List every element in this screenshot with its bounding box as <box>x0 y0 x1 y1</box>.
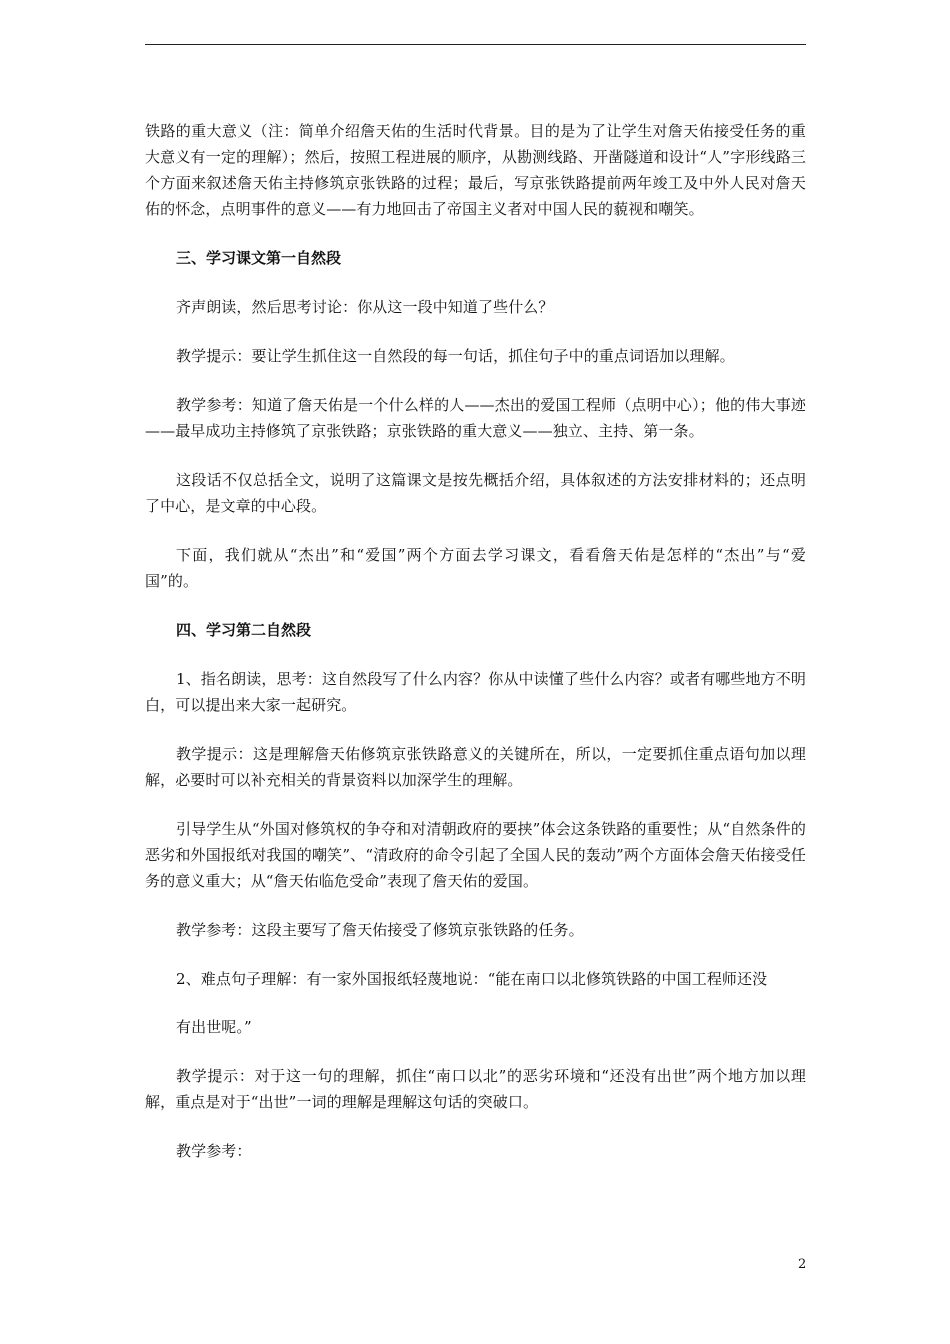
paragraph-teaching-tip-3: 教学提示：对于这一句的理解，抓住“南口以北”的恶劣环境和“还没有出世”两个地方加以理解，重点是对于“出世”一词的理解是理解这句话的突破口。 <box>145 1067 806 1111</box>
paragraph-transition: 下面，我们就从“杰出”和“爱国”两个方面去学习课文，看看詹天佑是怎样的“杰出”与“爱国”的。 <box>145 546 806 590</box>
paragraph-guidance: 引导学生从“外国对修筑权的争夺和对清朝政府的要挟”体会这条铁路的重要性；从“自然条件的恶劣和外国报纸对我国的嘲笑”、“清政府的命令引起了全国人民的轰动”两个方面体会詹天佑接受任务的意义重大；从“詹天佑临危受命”表现了詹天佑的爱国。 <box>145 820 806 890</box>
paragraph-teaching-tip-2: 教学提示：这是理解詹天佑修筑京张铁路意义的关键所在，所以，一定要抓住重点语句加以理解，必要时可以补充相关的背景资料以加深学生的理解。 <box>145 745 806 789</box>
paragraph-read-aloud: 齐声朗读，然后思考讨论：你从这一段中知道了些什么？ <box>176 298 554 316</box>
paragraph-step-2-continued: 有出世呢。” <box>176 1018 252 1036</box>
paragraph-intro-continued: 铁路的重大意义（注：简单介绍詹天佑的生活时代背景。目的是为了让学生对詹天佑接受任务的重大意义有一定的理解）；然后，按照工程进展的顺序，从勘测线路、开凿隧道和设计“人”字形线路三个方面来叙述詹天佑主持修筑京张铁路的过程；最后，写京张铁路提前两年竣工及中外人民对詹天佑的怀念，点明事件的意义——有力地回击了帝国主义者对中国人民的藐视和嘲笑。 <box>145 122 806 218</box>
paragraph-teaching-tip-1: 教学提示：要让学生抓住这一自然段的每一句话，抓住句子中的重点词语加以理解。 <box>176 347 735 365</box>
page-number: 2 <box>798 1257 807 1272</box>
paragraph-teaching-reference-3: 教学参考： <box>176 1142 252 1160</box>
header-rule <box>145 44 806 45</box>
paragraph-step-2: 2、难点句子理解：有一家外国报纸轻蔑地说：“能在南口以北修筑铁路的中国工程师还没 <box>176 970 768 988</box>
paragraph-teaching-reference-2: 教学参考：这段主要写了詹天佑接受了修筑京张铁路的任务。 <box>176 921 584 939</box>
section-heading-3: 三、学习课文第一自然段 <box>176 249 342 267</box>
paragraph-summary: 这段话不仅总括全文，说明了这篇课文是按先概括介绍，具体叙述的方法安排材料的；还点明了中心，是文章的中心段。 <box>145 471 806 515</box>
document-body <box>145 118 806 1164</box>
paragraph-step-1: 1、指名朗读，思考：这自然段写了什么内容？你从中读懂了些什么内容？或者有哪些地方不明白，可以提出来大家一起研究。 <box>145 670 806 714</box>
paragraph-teaching-reference-1: 教学参考：知道了詹天佑是一个什么样的人——杰出的爱国工程师（点明中心）；他的伟大事迹——最早成功主持修筑了京张铁路；京张铁路的重大意义——独立、主持、第一条。 <box>145 396 806 440</box>
section-heading-4: 四、学习第二自然段 <box>176 621 312 639</box>
